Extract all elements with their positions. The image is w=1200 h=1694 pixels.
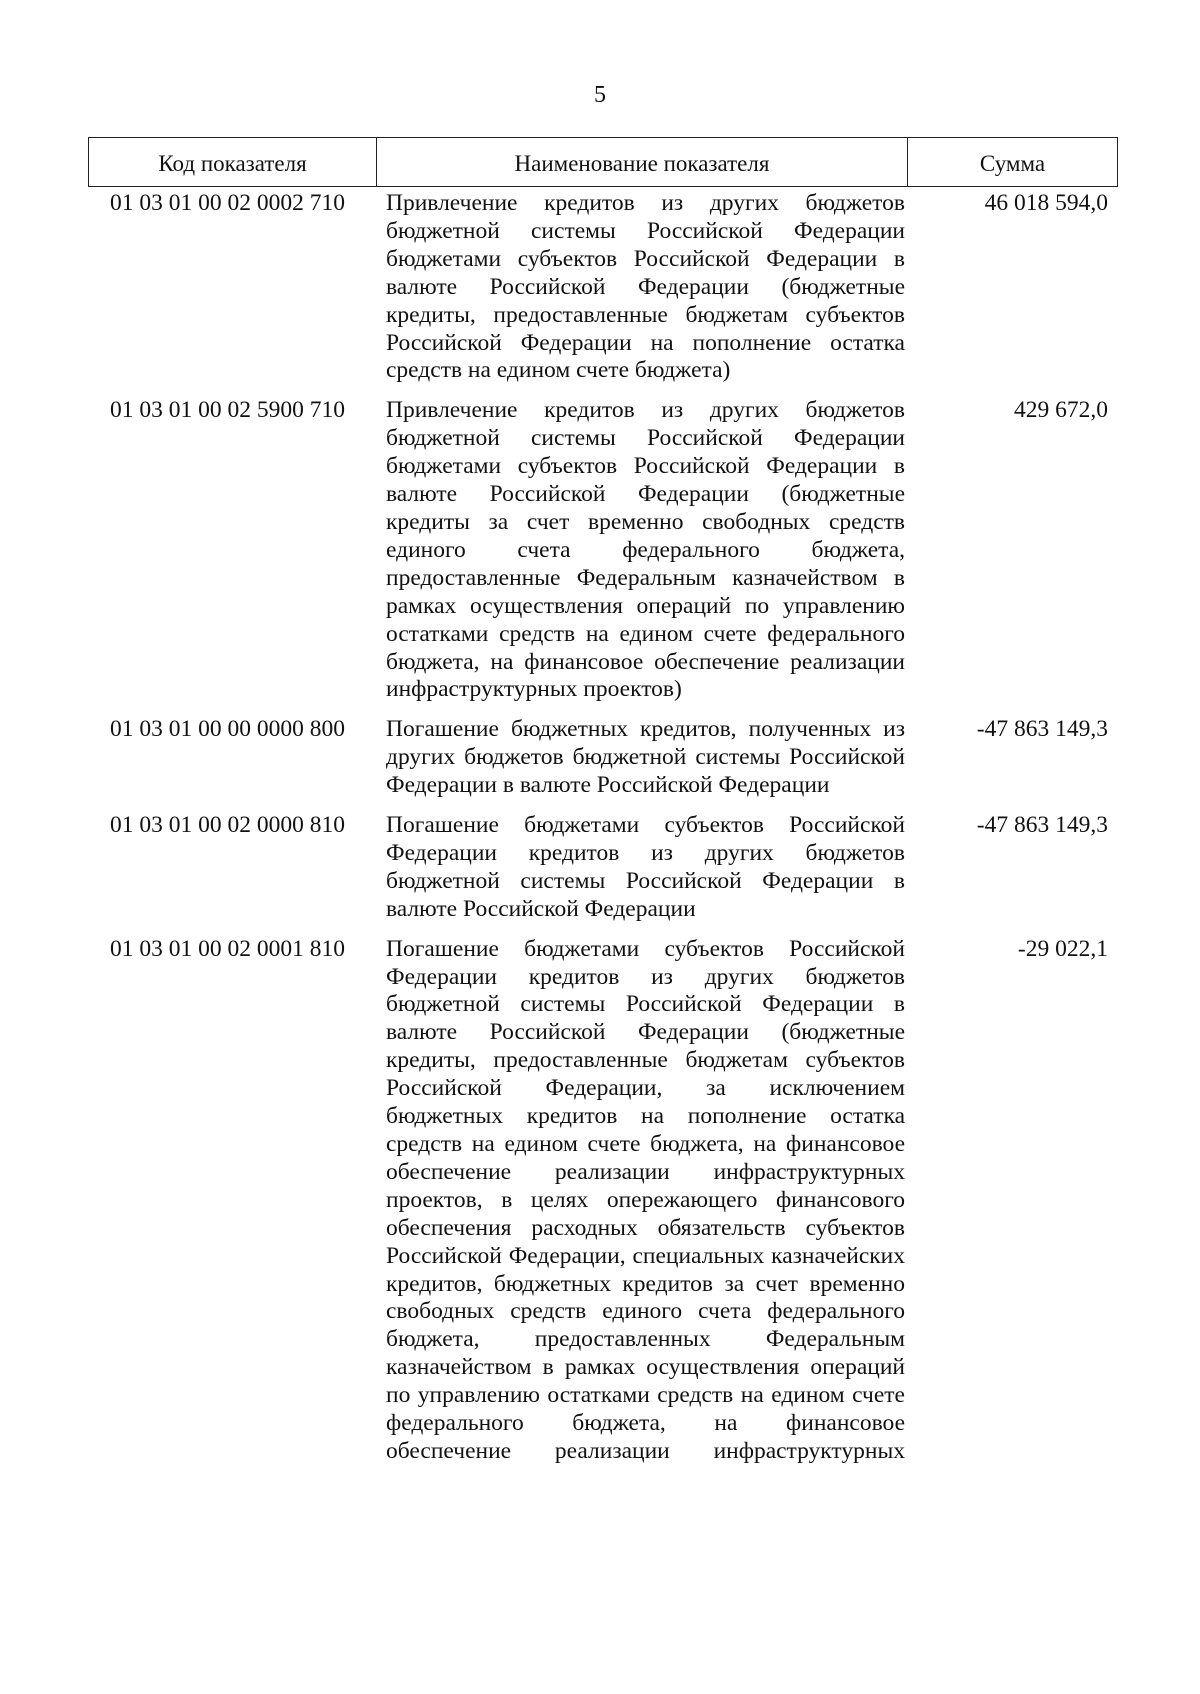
row-sum: 46 018 594,0 [984,190,1108,216]
table-header [88,137,1118,187]
row-sum: -47 863 149,3 [976,716,1108,743]
row-name: Погашение бюджетных кредитов, полученных из других бюджетов бюджетной системы Российской Федерации в валюте Российской Федерации [386,716,905,799]
table-body [88,190,1118,1466]
row-code: 01 03 01 00 02 5900 710 [110,397,345,424]
table-row [88,812,1118,924]
header-name: Наименование показателя [377,138,908,186]
header-code: Код показателя [89,138,377,186]
row-code: 01 03 01 00 02 0002 710 [110,190,345,216]
row-code: 01 03 01 00 02 0000 810 [110,812,345,839]
row-name: Погашение бюджетами субъектов Российской Федерации кредитов из других бюджетов бюджетной системы Российской Федерации в валюте Российской Федерации [386,812,905,922]
row-sum: 429 672,0 [1014,397,1108,424]
header-sum: Сумма [979,151,1046,176]
row-name: Привлечение кредитов из других бюджетов бюджетной системы Российской Федерации бюджетами субъектов Российской Федерации в валюте Российской Федерации (бюджетные кредиты, предоставленные бюджетам субъектов Российской Федерации на пополнение остатка средств на едином счете бюджета) [386,190,905,384]
row-code: 01 03 01 00 02 0001 810 [110,935,345,962]
row-name: Привлечение кредитов из других бюджетов бюджетной системы Российской Федерации бюджетами субъектов Российской Федерации в валюте Российской Федерации (бюджетные кредиты за счет временно свободных средств единого счета федерального бюджета, предоставленные Федеральным казначейством в рамках осуществления операций по управлению остатками средств на едином счете федерального бюджета, на финансовое обеспечение реализации инфраструктурных проектов) [386,397,905,703]
row-name: Погашение бюджетами субъектов Российской Федерации кредитов из других бюджетов бюджетной системы Российской Федерации в валюте Российской Федерации (бюджетные кредиты, предоставленные бюджетам субъектов Российской Федерации, за исключением бюджетных кредитов на пополнение остатка средств на едином счете бюджета, на финансовое обеспечение реализации инфраструктурных проектов, в целях опережающего финансового обеспечения расходных обязательств субъектов Российской Федерации, специальных казначейских кредитов, бюджетных кредитов за счет временно свободных средств единого счета федерального бюджета, предоставленных Федеральным казначейством в рамках осуществления операций по управлению остатками средств на едином счете федерального бюджета, на финансовое обеспечение реализации инфраструктурных [386,935,905,1464]
row-sum: -29 022,1 [1017,935,1108,962]
row-sum: -47 863 149,3 [976,812,1108,839]
table-row [88,936,1118,1466]
table-row [88,397,1118,704]
table-row [88,190,1118,385]
table-row [88,716,1118,800]
page-number: 5 [594,82,606,108]
row-code: 01 03 01 00 00 0000 800 [110,716,345,743]
